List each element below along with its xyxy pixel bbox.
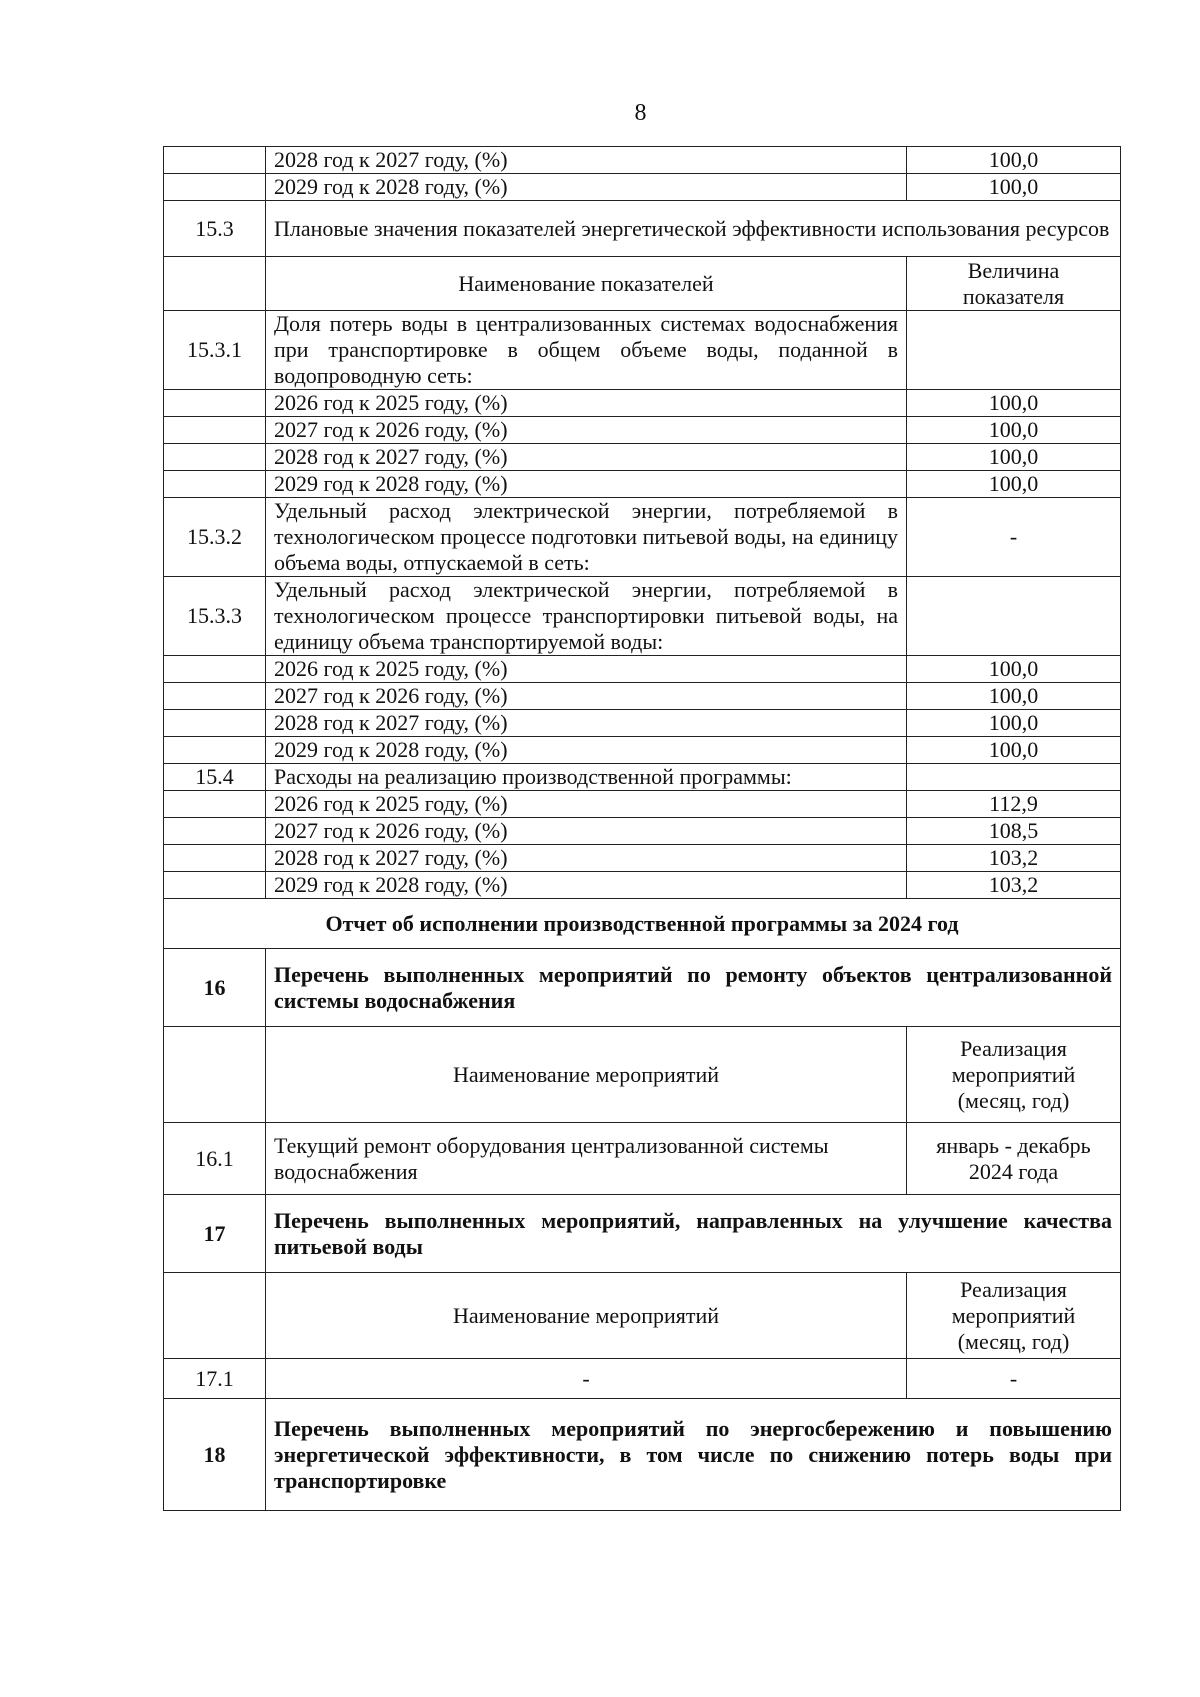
section-number: 15.3.2 [164, 498, 266, 577]
measure-date: - [907, 1359, 1121, 1399]
indicator-15-3-1-row [164, 311, 1121, 390]
row-value: 100,0 [907, 737, 1121, 764]
header-measure-name: Наименование мероприятий [266, 1273, 907, 1359]
header-measure-name: Наименование мероприятий [266, 1027, 907, 1123]
section-15-4-row [164, 764, 1121, 791]
row-value: 100,0 [907, 390, 1121, 417]
table-row [164, 417, 1121, 444]
row-label: 2029 год к 2028 году, (%) [266, 471, 907, 498]
section-text: Расходы на реализацию производственной программы: [266, 764, 907, 791]
indicator-15-3-3-row [164, 577, 1121, 656]
indicator-header-row [164, 257, 1121, 311]
program-table [163, 146, 1121, 1511]
header-measure-date: Реализация мероприятий (месяц, год) [907, 1273, 1121, 1359]
row-value: 100,0 [907, 174, 1121, 201]
section-title: Перечень выполненных мероприятий, направленных на улучшение качества питьевой воды [266, 1195, 1121, 1273]
row-label: 2028 год к 2027 году, (%) [266, 444, 907, 471]
table-row [164, 791, 1121, 818]
measure-text: - [266, 1359, 907, 1399]
report-title: Отчет об исполнении производственной программы за 2024 год [164, 899, 1121, 949]
row-value: 100,0 [907, 683, 1121, 710]
measure-16-1-row [164, 1123, 1121, 1195]
table-row [164, 818, 1121, 845]
section-number: 15.4 [164, 764, 266, 791]
row-label: 2028 год к 2027 году, (%) [266, 710, 907, 737]
measures-header-row [164, 1027, 1121, 1123]
row-value: 100,0 [907, 656, 1121, 683]
measure-date: январь - декабрь 2024 года [907, 1123, 1121, 1195]
row-label: 2028 год к 2027 году, (%) [266, 845, 907, 872]
header-indicator-name: Наименование показателей [266, 257, 907, 311]
table-row [164, 147, 1121, 174]
table-row [164, 656, 1121, 683]
row-value: 100,0 [907, 471, 1121, 498]
indicator-text: Удельный расход электрической энергии, потребляемой в технологическом процессе транспортировки питьевой воды, на единицу объема транспортируемой воды: [266, 577, 907, 656]
row-value: 103,2 [907, 845, 1121, 872]
row-value: 100,0 [907, 444, 1121, 471]
row-value: 112,9 [907, 791, 1121, 818]
measure-17-1-row [164, 1359, 1121, 1399]
table-row [164, 845, 1121, 872]
section-title: Перечень выполненных мероприятий по энергосбережению и повышению энергетической эффективности, в том числе по снижению потерь воды при транспортировке [266, 1399, 1121, 1511]
row-label: 2028 год к 2027 году, (%) [266, 147, 907, 174]
table-row [164, 710, 1121, 737]
table-row [164, 683, 1121, 710]
section-title: Перечень выполненных мероприятий по ремонту объектов централизованной системы водоснабжения [266, 949, 1121, 1027]
table-row [164, 174, 1121, 201]
row-label: 2029 год к 2028 году, (%) [266, 872, 907, 899]
section-number: 15.3 [164, 201, 266, 257]
section-16-row [164, 949, 1121, 1027]
table-row [164, 737, 1121, 764]
section-17-row [164, 1195, 1121, 1273]
section-number: 18 [164, 1399, 266, 1511]
table-row [164, 444, 1121, 471]
row-label: 2029 год к 2028 году, (%) [266, 737, 907, 764]
section-number: 16 [164, 949, 266, 1027]
table-row [164, 872, 1121, 899]
header-indicator-value: Величина показателя [907, 257, 1121, 311]
report-title-row [164, 899, 1121, 949]
section-15-3-row [164, 201, 1121, 257]
row-label: 2026 год к 2025 году, (%) [266, 656, 907, 683]
section-number: 17.1 [164, 1359, 266, 1399]
row-value: - [907, 498, 1121, 577]
row-label: 2027 год к 2026 году, (%) [266, 683, 907, 710]
table-row [164, 471, 1121, 498]
row-label: 2026 год к 2025 году, (%) [266, 791, 907, 818]
row-label: 2029 год к 2028 году, (%) [266, 174, 907, 201]
table-row [164, 390, 1121, 417]
indicator-text: Доля потерь воды в централизованных системах водоснабжения при транспортировке в общем объеме воды, поданной в водопроводную сеть: [266, 311, 907, 390]
row-value: 100,0 [907, 710, 1121, 737]
row-label: 2027 год к 2026 году, (%) [266, 818, 907, 845]
row-value: 100,0 [907, 147, 1121, 174]
section-number: 17 [164, 1195, 266, 1273]
section-18-row [164, 1399, 1121, 1511]
section-title: Плановые значения показателей энергетической эффективности использования ресурсов [266, 201, 1121, 257]
header-measure-date: Реализация мероприятий (месяц, год) [907, 1027, 1121, 1123]
row-value: 108,5 [907, 818, 1121, 845]
row-label: 2026 год к 2025 году, (%) [266, 390, 907, 417]
section-number: 16.1 [164, 1123, 266, 1195]
row-value: 100,0 [907, 417, 1121, 444]
indicator-15-3-2-row [164, 498, 1121, 577]
measure-text: Текущий ремонт оборудования централизованной системы водоснабжения [266, 1123, 907, 1195]
measures-header-row [164, 1273, 1121, 1359]
page-number: 8 [634, 100, 647, 126]
row-label: 2027 год к 2026 году, (%) [266, 417, 907, 444]
section-number: 15.3.3 [164, 577, 266, 656]
row-value: 103,2 [907, 872, 1121, 899]
section-number: 15.3.1 [164, 311, 266, 390]
indicator-text: Удельный расход электрической энергии, потребляемой в технологическом процессе подготовки питьевой воды, на единицу объема воды, отпускаемой в сеть: [266, 498, 907, 577]
